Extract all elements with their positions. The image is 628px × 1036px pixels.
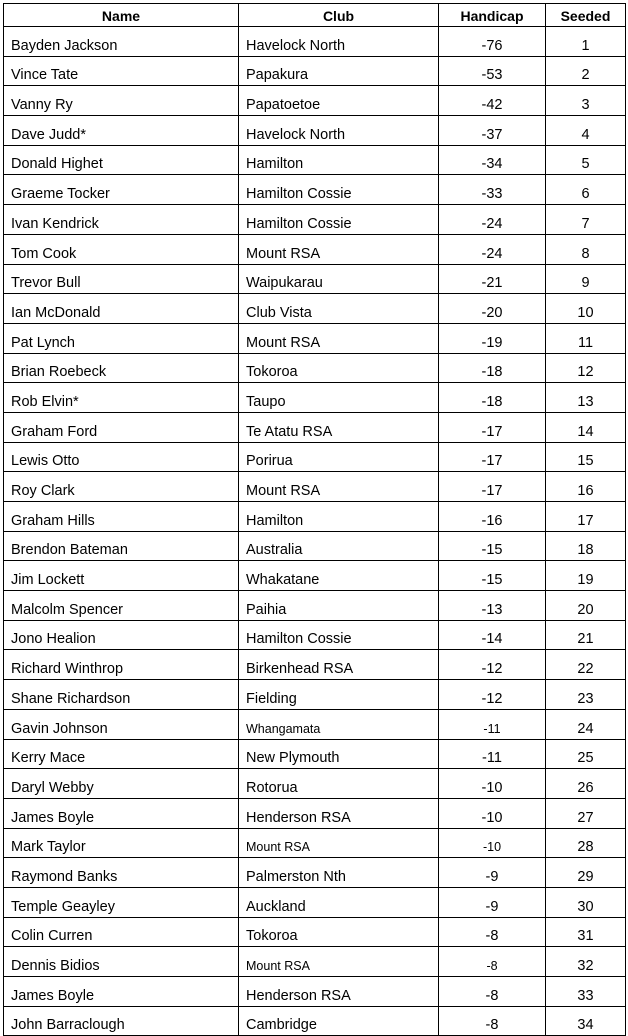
seeded-cell: 12 [546,353,626,383]
table-row [4,294,626,324]
table-row [4,947,626,977]
handicap-cell: -8 [439,947,546,977]
seeded-cell: 7 [546,205,626,235]
table-row [4,175,626,205]
handicap-cell: -15 [439,561,546,591]
table-row [4,86,626,116]
table-row [4,56,626,86]
club-cell: Fielding [239,680,439,710]
player-name-cell: James Boyle [4,977,239,1007]
handicap-cell: -76 [439,27,546,57]
table-row [4,145,626,175]
seeded-cell: 33 [546,977,626,1007]
club-cell: Porirua [239,442,439,472]
table-row [4,858,626,888]
player-name-cell: John Barraclough [4,1006,239,1036]
table-row [4,1006,626,1036]
club-cell: Henderson RSA [239,798,439,828]
player-name-cell: James Boyle [4,798,239,828]
table-row [4,917,626,947]
table-row [4,680,626,710]
seeded-cell: 6 [546,175,626,205]
seeded-cell: 15 [546,442,626,472]
player-name-cell: Roy Clark [4,472,239,502]
seeded-cell: 1 [546,27,626,57]
player-name-cell: Daryl Webby [4,769,239,799]
player-name-cell: Graham Ford [4,412,239,442]
handicap-cell: -21 [439,264,546,294]
club-cell: Paihia [239,591,439,621]
seeded-cell: 26 [546,769,626,799]
club-cell: Henderson RSA [239,977,439,1007]
club-cell: Australia [239,531,439,561]
club-cell: Mount RSA [239,828,439,858]
player-name-cell: Jim Lockett [4,561,239,591]
seeded-cell: 30 [546,887,626,917]
club-cell: Tokoroa [239,353,439,383]
club-cell: Hamilton [239,502,439,532]
seeded-cell: 20 [546,591,626,621]
seeded-cell: 16 [546,472,626,502]
club-cell: Rotorua [239,769,439,799]
table-row [4,887,626,917]
handicap-cell: -20 [439,294,546,324]
club-cell: Hamilton Cossie [239,205,439,235]
player-name-cell: Brendon Bateman [4,531,239,561]
table-row [4,650,626,680]
table-header [4,4,626,27]
player-name-cell: Rob Elvin* [4,383,239,413]
handicap-cell: -34 [439,145,546,175]
club-cell: Palmerston Nth [239,858,439,888]
table-body [4,27,626,1036]
table-row [4,412,626,442]
seeded-cell: 17 [546,502,626,532]
player-name-cell: Mark Taylor [4,828,239,858]
club-cell: Hamilton Cossie [239,620,439,650]
handicap-cell: -8 [439,977,546,1007]
seeded-cell: 13 [546,383,626,413]
seeded-cell: 2 [546,56,626,86]
seeded-cell: 25 [546,739,626,769]
seeded-cell: 5 [546,145,626,175]
player-name-cell: Shane Richardson [4,680,239,710]
table-row [4,591,626,621]
player-name-cell: Dennis Bidios [4,947,239,977]
seeded-cell: 29 [546,858,626,888]
handicap-cell: -42 [439,86,546,116]
player-name-cell: Bayden Jackson [4,27,239,57]
player-name-cell: Malcolm Spencer [4,591,239,621]
player-name-cell: Gavin Johnson [4,709,239,739]
handicap-cell: -18 [439,353,546,383]
table-row [4,264,626,294]
club-cell: Hamilton [239,145,439,175]
club-cell: Papakura [239,56,439,86]
handicap-cell: -19 [439,323,546,353]
handicap-cell: -9 [439,858,546,888]
table-row [4,620,626,650]
handicap-cell: -17 [439,472,546,502]
table-row [4,977,626,1007]
table-row [4,798,626,828]
player-name-cell: Kerry Mace [4,739,239,769]
player-name-cell: Jono Healion [4,620,239,650]
handicap-cell: -11 [439,739,546,769]
player-name-cell: Graham Hills [4,502,239,532]
player-name-cell: Dave Judd* [4,116,239,146]
player-name-cell: Brian Roebeck [4,353,239,383]
player-name-cell: Vince Tate [4,56,239,86]
header-row [4,4,626,27]
club-cell: Auckland [239,887,439,917]
handicap-cell: -10 [439,798,546,828]
club-cell: Whangamata [239,709,439,739]
table-row [4,353,626,383]
handicap-cell: -11 [439,709,546,739]
handicap-cell: -33 [439,175,546,205]
seeded-cell: 27 [546,798,626,828]
seeded-cell: 19 [546,561,626,591]
table-row [4,323,626,353]
club-cell: Cambridge [239,1006,439,1036]
header-handicap: Handicap [439,4,546,27]
club-cell: Tokoroa [239,917,439,947]
table-row [4,709,626,739]
seeded-cell: 9 [546,264,626,294]
player-name-cell: Pat Lynch [4,323,239,353]
table-row [4,27,626,57]
seeded-cell: 34 [546,1006,626,1036]
club-cell: Whakatane [239,561,439,591]
header-club: Club [239,4,439,27]
handicap-cell: -17 [439,412,546,442]
handicap-cell: -12 [439,650,546,680]
handicap-cell: -24 [439,205,546,235]
seeded-cell: 11 [546,323,626,353]
table-row [4,234,626,264]
seeded-cell: 32 [546,947,626,977]
club-cell: Havelock North [239,27,439,57]
table-row [4,502,626,532]
club-cell: Club Vista [239,294,439,324]
player-name-cell: Temple Geayley [4,887,239,917]
player-name-cell: Lewis Otto [4,442,239,472]
club-cell: Mount RSA [239,947,439,977]
seeded-cell: 21 [546,620,626,650]
handicap-cell: -53 [439,56,546,86]
handicap-cell: -18 [439,383,546,413]
handicap-cell: -8 [439,917,546,947]
player-name-cell: Tom Cook [4,234,239,264]
table-row [4,561,626,591]
handicap-cell: -10 [439,828,546,858]
table-row [4,383,626,413]
player-name-cell: Trevor Bull [4,264,239,294]
handicap-cell: -8 [439,1006,546,1036]
club-cell: Waipukarau [239,264,439,294]
club-cell: New Plymouth [239,739,439,769]
seeded-cell: 18 [546,531,626,561]
table-row [4,205,626,235]
handicap-cell: -10 [439,769,546,799]
handicap-cell: -24 [439,234,546,264]
header-name: Name [4,4,239,27]
seeded-cell: 23 [546,680,626,710]
seeded-cell: 3 [546,86,626,116]
player-name-cell: Ivan Kendrick [4,205,239,235]
club-cell: Birkenhead RSA [239,650,439,680]
handicap-cell: -17 [439,442,546,472]
handicap-cell: -16 [439,502,546,532]
seeded-cell: 28 [546,828,626,858]
club-cell: Hamilton Cossie [239,175,439,205]
player-name-cell: Ian McDonald [4,294,239,324]
club-cell: Havelock North [239,116,439,146]
handicap-cell: -14 [439,620,546,650]
player-name-cell: Donald Highet [4,145,239,175]
table-row [4,769,626,799]
handicap-cell: -13 [439,591,546,621]
table-row [4,442,626,472]
player-name-cell: Vanny Ry [4,86,239,116]
club-cell: Mount RSA [239,472,439,502]
seeded-cell: 10 [546,294,626,324]
seeded-cell: 31 [546,917,626,947]
handicap-cell: -12 [439,680,546,710]
club-cell: Papatoetoe [239,86,439,116]
seeded-cell: 24 [546,709,626,739]
table-row [4,828,626,858]
table-row [4,116,626,146]
seeded-cell: 8 [546,234,626,264]
player-name-cell: Raymond Banks [4,858,239,888]
seeded-cell: 4 [546,116,626,146]
handicap-cell: -37 [439,116,546,146]
handicap-cell: -15 [439,531,546,561]
player-name-cell: Graeme Tocker [4,175,239,205]
seeding-table [3,3,626,1036]
table-row [4,472,626,502]
header-seeded: Seeded [546,4,626,27]
player-name-cell: Richard Winthrop [4,650,239,680]
seeded-cell: 14 [546,412,626,442]
table-row [4,739,626,769]
player-name-cell: Colin Curren [4,917,239,947]
table-row [4,531,626,561]
club-cell: Taupo [239,383,439,413]
seeded-cell: 22 [546,650,626,680]
club-cell: Mount RSA [239,323,439,353]
club-cell: Mount RSA [239,234,439,264]
handicap-cell: -9 [439,887,546,917]
club-cell: Te Atatu RSA [239,412,439,442]
